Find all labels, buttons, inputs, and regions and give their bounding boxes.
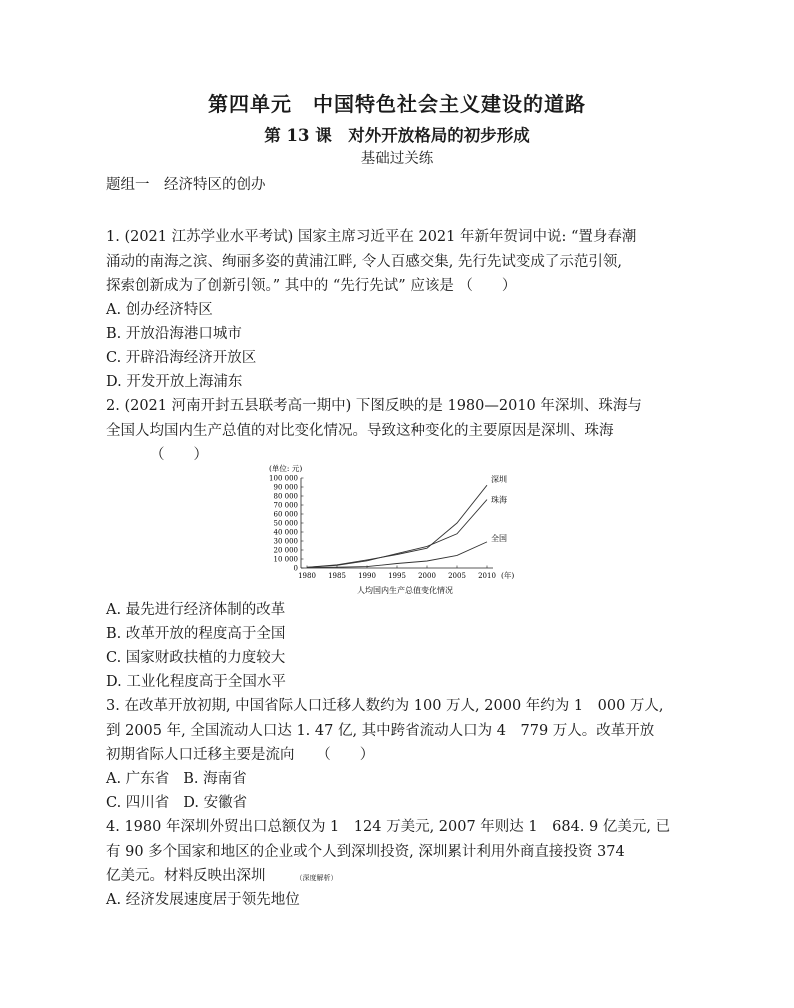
chart-series-line — [307, 485, 487, 567]
q1-option-b: B. 开放沿海港口城市 — [106, 326, 242, 342]
chart-x-tick-label: 2005 — [448, 572, 466, 580]
chart-x-tick-label: 2000 — [418, 572, 436, 580]
unit-title: 第四单元 中国特色社会主义建设的道路 — [208, 92, 586, 116]
q4-stem-line3 — [106, 864, 338, 885]
q4-stem-text: 亿美元。材料反映出深圳 — [106, 868, 266, 884]
q2-stem-line1: 2. (2021 河南开封五县联考高一期中) 下图反映的是 1980—2010 年深圳、珠海与 — [106, 398, 642, 414]
gdp-per-capita-chart — [255, 462, 525, 598]
chart-x-tick-label: 1985 — [328, 572, 346, 580]
q4-stem-line1: 4. 1980 年深圳外贸出口总额仅为 1 124 万美元, 2007 年则达 1 684. 9 亿美元, 已 — [106, 819, 671, 835]
q3-option-b: B. 海南省 — [183, 771, 247, 787]
chart-series-label: 全国 — [491, 533, 507, 543]
q3-options-row1 — [106, 767, 247, 788]
q3-stem-line2: 到 2005 年, 全国流动人口达 1. 47 亿, 其中跨省流动人口为 4 779 万人。改革开放 — [106, 723, 655, 739]
chart-y-tick-label: 30 000 — [273, 537, 298, 546]
chart-x-unit: (年) — [501, 571, 515, 580]
q4-option-a: A. 经济发展速度居于领先地位 — [106, 892, 300, 908]
chart-y-unit: (单位: 元) — [269, 464, 303, 473]
q3-stem-line1: 3. 在改革开放初期, 中国省际人口迁移人数约为 100 万人, 2000 年约为 1 000 万人, — [106, 698, 664, 714]
chart-y-tick-label: 70 000 — [273, 501, 298, 510]
chart-y-tick-label: 10 000 — [273, 555, 298, 564]
chart-x-tick-label: 2010 — [478, 572, 496, 580]
chart-x-tick-label: 1980 — [298, 572, 316, 580]
chart-y-tick-label: 80 000 — [273, 492, 298, 501]
lesson-title: 第 13 课 对外开放格局的初步形成 — [264, 126, 530, 145]
q4-stem-line2: 有 90 多个国家和地区的企业或个人到深圳投资, 深圳累计利用外商直接投资 374 — [106, 844, 625, 860]
q1-stem-line1: 1. (2021 江苏学业水平考试) 国家主席习近平在 2021 年新年贺词中说: “置身春潮 — [106, 229, 637, 245]
section-title: 基础过关练 — [360, 151, 434, 167]
q2-option-a: A. 最先进行经济体制的改革 — [106, 602, 286, 618]
chart-series-label: 深圳 — [491, 475, 507, 485]
q3-option-d: D. 安徽省 — [183, 795, 248, 811]
chart-y-tick-label: 90 000 — [273, 483, 298, 492]
chart-caption: 人均国内生产总值变化情况 — [357, 586, 453, 595]
q2-option-d: D. 工业化程度高于全国水平 — [106, 674, 286, 690]
q1-stem-line2: 涌动的南海之滨、绚丽多姿的黄浦江畔, 令人百感交集, 先行先试变成了示范引领, — [106, 254, 623, 270]
q3-stem-line3: 初期省际人口迁移主要是流向 （ ） — [106, 747, 375, 763]
q3-options-row2 — [106, 791, 247, 812]
q1-option-a: A. 创办经济特区 — [106, 302, 213, 318]
chart-x-tick-label: 1990 — [358, 572, 376, 580]
chart-y-tick-label: 60 000 — [273, 510, 298, 519]
chart-y-tick-label: 20 000 — [273, 546, 298, 555]
q3-option-a: A. 广东省 — [106, 771, 170, 787]
chart-series-line — [307, 500, 487, 568]
q1-option-c: C. 开辟沿海经济开放区 — [106, 350, 257, 366]
chart-x-tick-label: 1995 — [388, 572, 406, 580]
q2-stem-line2: 全国人均国内生产总值的对比变化情况。导致这种变化的主要原因是深圳、珠海 — [106, 423, 614, 439]
q3-option-c: C. 四川省 — [106, 795, 170, 811]
chart-y-tick-label: 50 000 — [273, 519, 298, 528]
q2-option-c: C. 国家财政扶植的力度较大 — [106, 650, 286, 666]
chart-y-tick-label: 100 000 — [269, 474, 298, 483]
chart-y-tick-label: 40 000 — [273, 528, 298, 537]
question-group-title: 题组一 经济特区的创办 — [106, 177, 266, 193]
q1-option-d: D. 开发开放上海浦东 — [106, 374, 243, 390]
chart-y-tick-label: 0 — [293, 564, 298, 573]
chart-series-label: 珠海 — [491, 495, 507, 505]
q2-option-b: B. 改革开放的程度高于全国 — [106, 626, 286, 642]
q2-stem-line3: （ ） — [150, 447, 208, 463]
q4-source-note: （深度解析） — [295, 874, 338, 882]
q1-stem-line3: 探索创新成为了创新引领。” 其中的 “先行先试” 应该是 （ ） — [106, 278, 517, 294]
